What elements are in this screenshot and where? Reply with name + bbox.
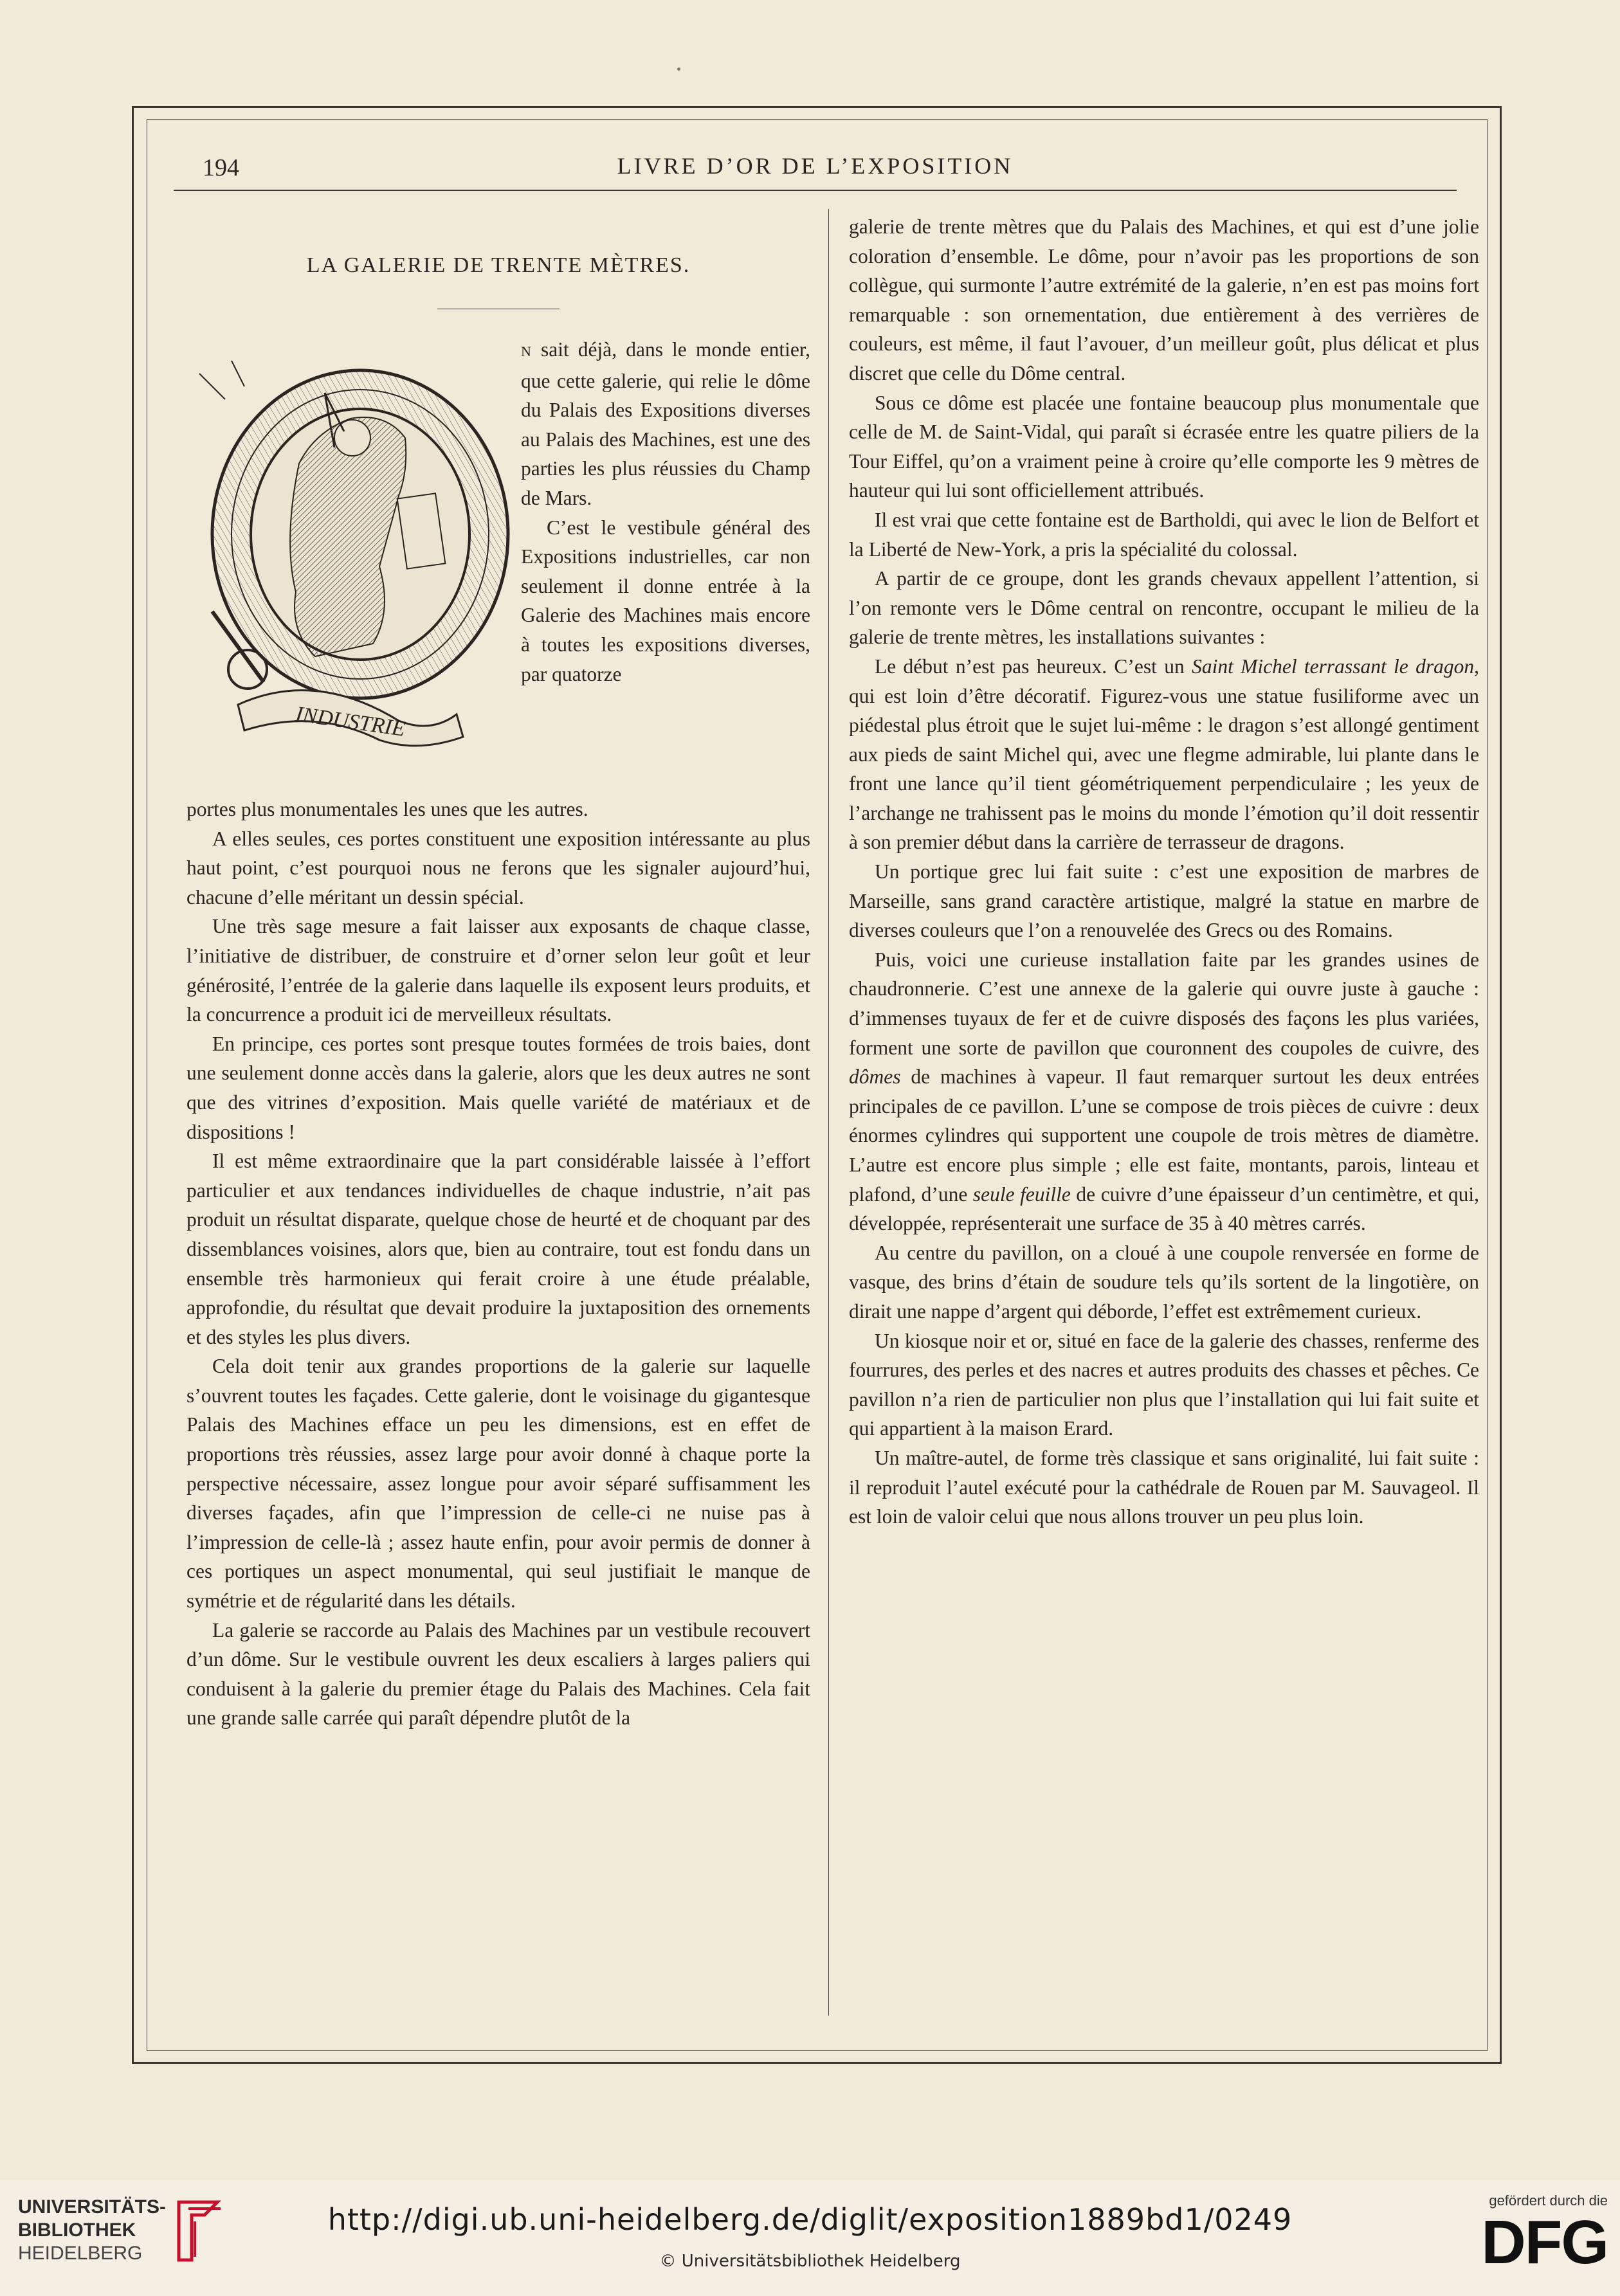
paragraph: Cela doit tenir aux grandes proportions de la galerie sur laquelle s’ouvrent toutes les façades. Cette galerie, dont le voisinage du gigantesque Palais des Machines efface un peu les dimensions, est en effet de proportions très réussies, assez large pour avoir donné à chaque porte la perspective nécessaire, assez longue pour avoir séparé suffisamment les diverses façades, afin que l’impression de celle-ci ne nuise pas à l’impression de celle-là ; assez haute enfin, pour avoir permis de donner à ces portiques un aspect monumental, qui seul justifiait le manque de symétrie et de régularité dans les détails. — [187, 1355, 810, 1613]
column-divider — [828, 209, 829, 2016]
opening-paragraph: N sait déjà, dans le monde entier, que cette galerie, qui relie le dôme du Palais des Expositions diverses au Palais des Machines, est une des parties les plus réussies du Champ de Mars. — [521, 338, 811, 509]
funder-block — [1434, 2192, 1608, 2276]
funder-caption: gefördert durch die — [1489, 2192, 1608, 2209]
paragraph: Sous ce dôme est placée une fontaine beaucoup plus monumentale que celle de M. de Saint-Vidal, qui paraît si écrasée entre les quatre piliers de la Tour Eiffel, qu’on a vraiment peine à croire qu’elle comporte les 9 mètres de hauteur qui lui sont officiellement attribués. — [849, 391, 1479, 502]
paragraph: galerie de trente mètres que du Palais des Machines, et qui est d’une jolie coloration d’ensemble. Le dôme, pour n’avoir pas les proportions de son collègue, qui surmonte l’autre extrémité de la galerie, n’en est pas moins fort remarquable : son ornementation, due entièrement à des verrières de couleurs, est même, il faut l’avouer, d’un meilleur goût, plus délicat et plus discret que celle du Dôme central. — [849, 215, 1479, 384]
library-name: UNIVERSITÄTS- BIBLIOTHEK HEIDELBERG — [18, 2196, 167, 2264]
article-title: LA GALERIE DE TRENTE MÈTRES. — [306, 253, 691, 277]
ink-speck — [677, 68, 680, 71]
paragraph: portes plus monumentales les unes que les autres. — [187, 798, 588, 820]
digitization-footer — [0, 2180, 1620, 2296]
permalink-url[interactable]: http://digi.ub.uni-heidelberg.de/diglit/exposition1889bd1/0249 — [327, 2202, 1293, 2237]
dfg-logo[interactable]: DFG — [1481, 2208, 1608, 2277]
italic-phrase: dômes — [849, 1065, 901, 1089]
page-number: 194 — [203, 154, 239, 181]
paragraph: C’est le vestibule général des Expositions industrielles, car non seulement il donne entrée à la Galerie des Machines mais encore à toutes les expositions diverses, par quatorze — [521, 516, 810, 685]
right-column — [849, 212, 1479, 1532]
paragraph: Un portique grec lui fait suite : c’est une exposition de marbres de Marseille, sans grand caractère artistique, malgré la statue en marbre de diverses couleurs que l’on a renouvelée des Grecs ou des Romains. — [849, 860, 1479, 942]
title-rule — [437, 309, 560, 335]
left-column — [187, 212, 810, 1733]
italic-phrase: seule feuille — [972, 1182, 1071, 1206]
paragraph: Un maître-autel, de forme très classique et sans originalité, lui fait suite : il reproduit l’autel exécuté pour la cathédrale de Rouen par M. Sauvageol. Il est loin de valoir celui que nous allons trouver un peu plus loin. — [849, 1446, 1479, 1528]
italic-phrase: Saint Michel terrassant le dragon — [1192, 655, 1475, 678]
paragraph: Il est même extraordinaire que la part considérable laissée à l’effort particulier et aux tendances individuelles de chaque industrie, n’ait pas produit un résultat disparate, quelque chose de heurté et de choquant par des dissemblances voisines, alors que, bien au contraire, tout est fondu dans un ensemble très harmonieux qui ferait croire à une étude préalable, approfondie, du résultat que devait produire la juxtaposition des ornements et des styles les plus divers. — [187, 1150, 810, 1348]
paragraph: Le début n’est pas heureux. C’est un Saint Michel terrassant le dragon, qui est loin d’être décoratif. Figurez-vous une statue fusiliforme avec un piédestal plus étroit que le sujet lui-même : le dragon s’est allongé gentiment aux pieds de saint Michel qui, avec une flegme admirable, lui plante dans le front une lance qu’il tient géométriquement perpendiculaire ; les yeux de l’archange ne trahissent pas le moins du monde l’émotion qu’il doit ressentir à son premier début dans la carrière de terrasseur de dragons. — [849, 655, 1479, 854]
paragraph: A partir de ce groupe, dont les grands chevaux appellent l’attention, si l’on remonte vers le Dôme central on rencontre, occupant le milieu de la galerie de trente mètres, les installations suivantes : — [849, 567, 1479, 649]
paragraph: Un kiosque noir et or, situé en face de la galerie des chasses, renferme des fourrures, des perles et des nacres et autres produits des chasses et pêches. Ce pavillon n’a rien de particulier non plus que l’installation qui lui fait suite et qui appartient à la maison Erard. — [849, 1329, 1479, 1440]
copyright-notice: © Universitätsbibliothek Heidelberg — [659, 2252, 961, 2271]
decorated-initial-O-allegory-icon — [187, 335, 521, 753]
paragraph: Au centre du pavillon, on a cloué à une coupole renversée en forme de vasque, des brins d’étain de soudure tels qu’ils sortent de la lingotière, on dirait une nappe d’argent qui déborde, l’effet est extrêmement curieux. — [849, 1241, 1479, 1323]
illustration-banner-text: INDUSTRIE — [294, 702, 407, 741]
page-header — [174, 151, 1457, 191]
paragraph: Il est vrai que cette fontaine est de Bartholdi, qui avec le lion de Belfort et la Liberté de New-York, a pris la spécialité du colossal. — [849, 508, 1479, 561]
paragraph: La galerie se raccorde au Palais des Machines par un vestibule recouvert d’un dôme. Sur le vestibule ouvrent les deux escaliers à larges paliers qui conduisent à la galerie du premier étage du Palais des Machines. Cela fait une grande salle carrée qui paraît dépendre plutôt de la — [187, 1618, 810, 1730]
drop-cap-text — [521, 335, 810, 689]
running-title: LIVRE D’OR DE L’EXPOSITION — [617, 153, 1014, 179]
paragraph: A elles seules, ces portes constituent une exposition intéressante au plus haut point, c’est pourquoi nous ne ferons que les signaler aujourd’hui, chacune d’elle méritant un dessin spécial. — [187, 827, 810, 908]
paragraph: En principe, ces portes sont presque toutes formées de trois baies, dont une seulement donne accès dans la galerie, alors que les deux autres ne sont que des vitrines d’exposition. Mais quelle variété de matériaux et de dispositions ! — [187, 1032, 810, 1143]
drop-cap-block — [187, 335, 810, 795]
drop-cap-lead: N — [521, 343, 532, 359]
paragraph: Une très sage mesure a fait laisser aux exposants de chaque classe, l’initiative de distribuer, de construire et d’orner selon leur goût et leur générosité, l’entrée de la galerie dans laquelle ils exposent leurs produits, et la concurrence a produit ici de merveilleux résultats. — [187, 915, 810, 1026]
paragraph: Puis, voici une curieuse installation faite par les grandes usines de chaudronnerie. C’est une annexe de la galerie qui ouvre juste à gauche : d’immenses tuyaux de fer et de cuivre disposés des façons les plus variées, forment une sorte de pavillon que couronnent des coupoles de cuivre, des dômes de machines à vapeur. Il faut remarquer surtout les deux entrées principales de ce pavillon. L’une se compose de trois pièces de cuivre : deux énormes cylindres qui supportent une coupole de trois mètres de diamètre. L’autre est encore plus simple ; elle est faite, montants, parois, linteau et plafond, d’une seule feuille de cuivre d’une épaisseur d’un centimètre, et qui, développée, représenterait une surface de 35 à 40 mètres carrés. — [849, 948, 1479, 1235]
